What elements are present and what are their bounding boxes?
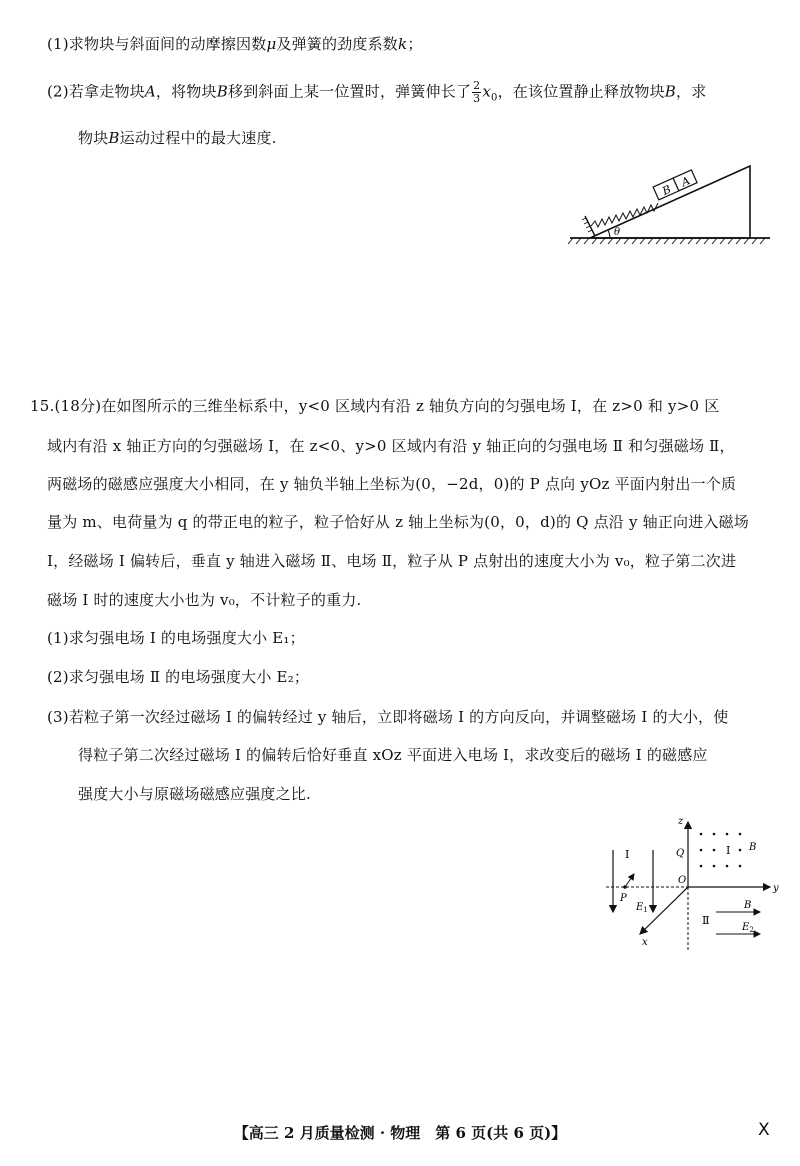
k-symbol: k xyxy=(398,35,408,53)
field-1-label: Ⅰ xyxy=(625,848,630,861)
fraction-two-thirds xyxy=(472,80,481,105)
spring xyxy=(591,203,658,227)
p14-q2-text-d: ，在该位置静止释放物块 xyxy=(497,82,665,101)
e2-label: $E_2$ xyxy=(742,922,754,934)
p14-question-2-cont xyxy=(78,128,277,148)
p15-line-1: 15.(18分)在如图所示的三维坐标系中，y<0 区域内有沿 z 轴负方向的匀强电场 Ⅰ，在 z>0 和 y>0 区 xyxy=(30,397,720,415)
p15-line-4: 量为 m、电荷量为 q 的带正电的粒子，粒子恰好从 z 轴上坐标为(0，0，d)的 Q 点沿 y 轴正向进入磁场 xyxy=(47,513,750,531)
b-right-label: B xyxy=(744,900,752,911)
p15-question-2: (2)求匀强电场 Ⅱ 的电场强度大小 E₂； xyxy=(47,668,310,686)
angle-label: θ xyxy=(614,227,621,238)
magnetic-field-dots xyxy=(700,833,742,868)
z-axis-label: z xyxy=(678,816,684,827)
p15-line-3: 两磁场的磁感应强度大小相同，在 y 轴负半轴上坐标为(0，−2d，0)的 P 点向 yOz 平面内射出一个质 xyxy=(47,475,737,493)
p14-q1-text-b: 及弹簧的劲度系数 xyxy=(276,35,399,53)
block-b-ref-3: B xyxy=(108,129,120,147)
p14-q2-text-a: (2)若拿走物块 xyxy=(47,82,145,101)
frac-denominator: 3 xyxy=(473,92,481,105)
p-velocity-arrow xyxy=(625,874,634,887)
mu-symbol: μ xyxy=(266,35,277,53)
p14-question-2 xyxy=(47,80,706,109)
e1-label: $E_1$ xyxy=(636,902,648,914)
point-q-label: Q xyxy=(676,848,685,859)
b-top-label: B xyxy=(749,842,757,853)
origin-label: O xyxy=(678,875,687,886)
y-axis-label: y xyxy=(773,883,779,894)
p14-q2-text-g: 运动过程中的最大速度. xyxy=(119,129,277,147)
x-subscript: 0 xyxy=(491,92,498,104)
coordinate-figure xyxy=(598,812,788,962)
p15-question-3-cont-2: 强度大小与原磁场磁感应强度之比. xyxy=(78,785,311,803)
block-a-ref: A xyxy=(144,82,156,101)
field-2-label: Ⅱ xyxy=(702,914,710,927)
corner-mark: X xyxy=(758,1120,770,1140)
block-b-ref-2: B xyxy=(664,82,677,101)
p14-q2-text-c: 移到斜面上某一位置时，弹簧伸长了 xyxy=(227,82,472,101)
page-footer: 【高三 2 月质量检测 · 物理 第 6 页(共 6 页)】 xyxy=(233,1124,567,1142)
p14-q2-text-e: ，求 xyxy=(676,82,707,101)
p15-line-5: Ⅰ，经磁场 Ⅰ 偏转后，垂直 y 轴进入磁场 Ⅱ、电场 Ⅱ，粒子从 P 点射出的速度大小为 v₀，粒子第二次进 xyxy=(47,552,737,570)
p14-q1-text-c: ； xyxy=(407,35,423,53)
p15-question-3-cont-1: 得粒子第二次经过磁场 Ⅰ 的偏转后恰好垂直 xOz 平面进入电场 Ⅰ，求改变后的磁场 Ⅰ 的磁感应 xyxy=(78,746,708,764)
p15-line-6: 磁场 Ⅰ 时的速度大小也为 v₀，不计粒子的重力. xyxy=(47,591,362,609)
p14-q2-text-f: 物块 xyxy=(78,129,109,147)
magnetic-field-1-label: Ⅰ xyxy=(726,844,731,857)
block-b-label: B xyxy=(660,182,674,198)
p15-line-2: 域内有沿 x 轴正方向的匀强磁场 Ⅰ，在 z<0、y>0 区域内有沿 y 轴正向的匀强电场 Ⅱ 和匀强磁场 Ⅱ， xyxy=(47,437,735,455)
angle-arc xyxy=(608,230,610,238)
p15-question-1: (1)求匀强电场 Ⅰ 的电场强度大小 E₁； xyxy=(47,629,305,647)
p14-q2-text-b: ，将物块 xyxy=(155,82,217,101)
p14-q1-text-a: (1)求物块与斜面间的动摩擦因数 xyxy=(47,35,267,53)
p15-question-3: (3)若粒子第一次经过磁场 Ⅰ 的偏转经过 y 轴后，立即将磁场 Ⅰ 的方向反向，并调整磁场 Ⅰ 的大小，使 xyxy=(47,708,729,726)
frac-numerator: 2 xyxy=(473,79,481,92)
x-axis-label: x xyxy=(642,937,648,948)
incline-figure xyxy=(565,160,775,250)
point-p-label: P xyxy=(620,893,627,904)
block-b-ref: B xyxy=(216,82,228,101)
p14-question-1 xyxy=(47,34,423,54)
x-symbol: x xyxy=(482,82,492,101)
block-a-label: A xyxy=(679,174,692,190)
